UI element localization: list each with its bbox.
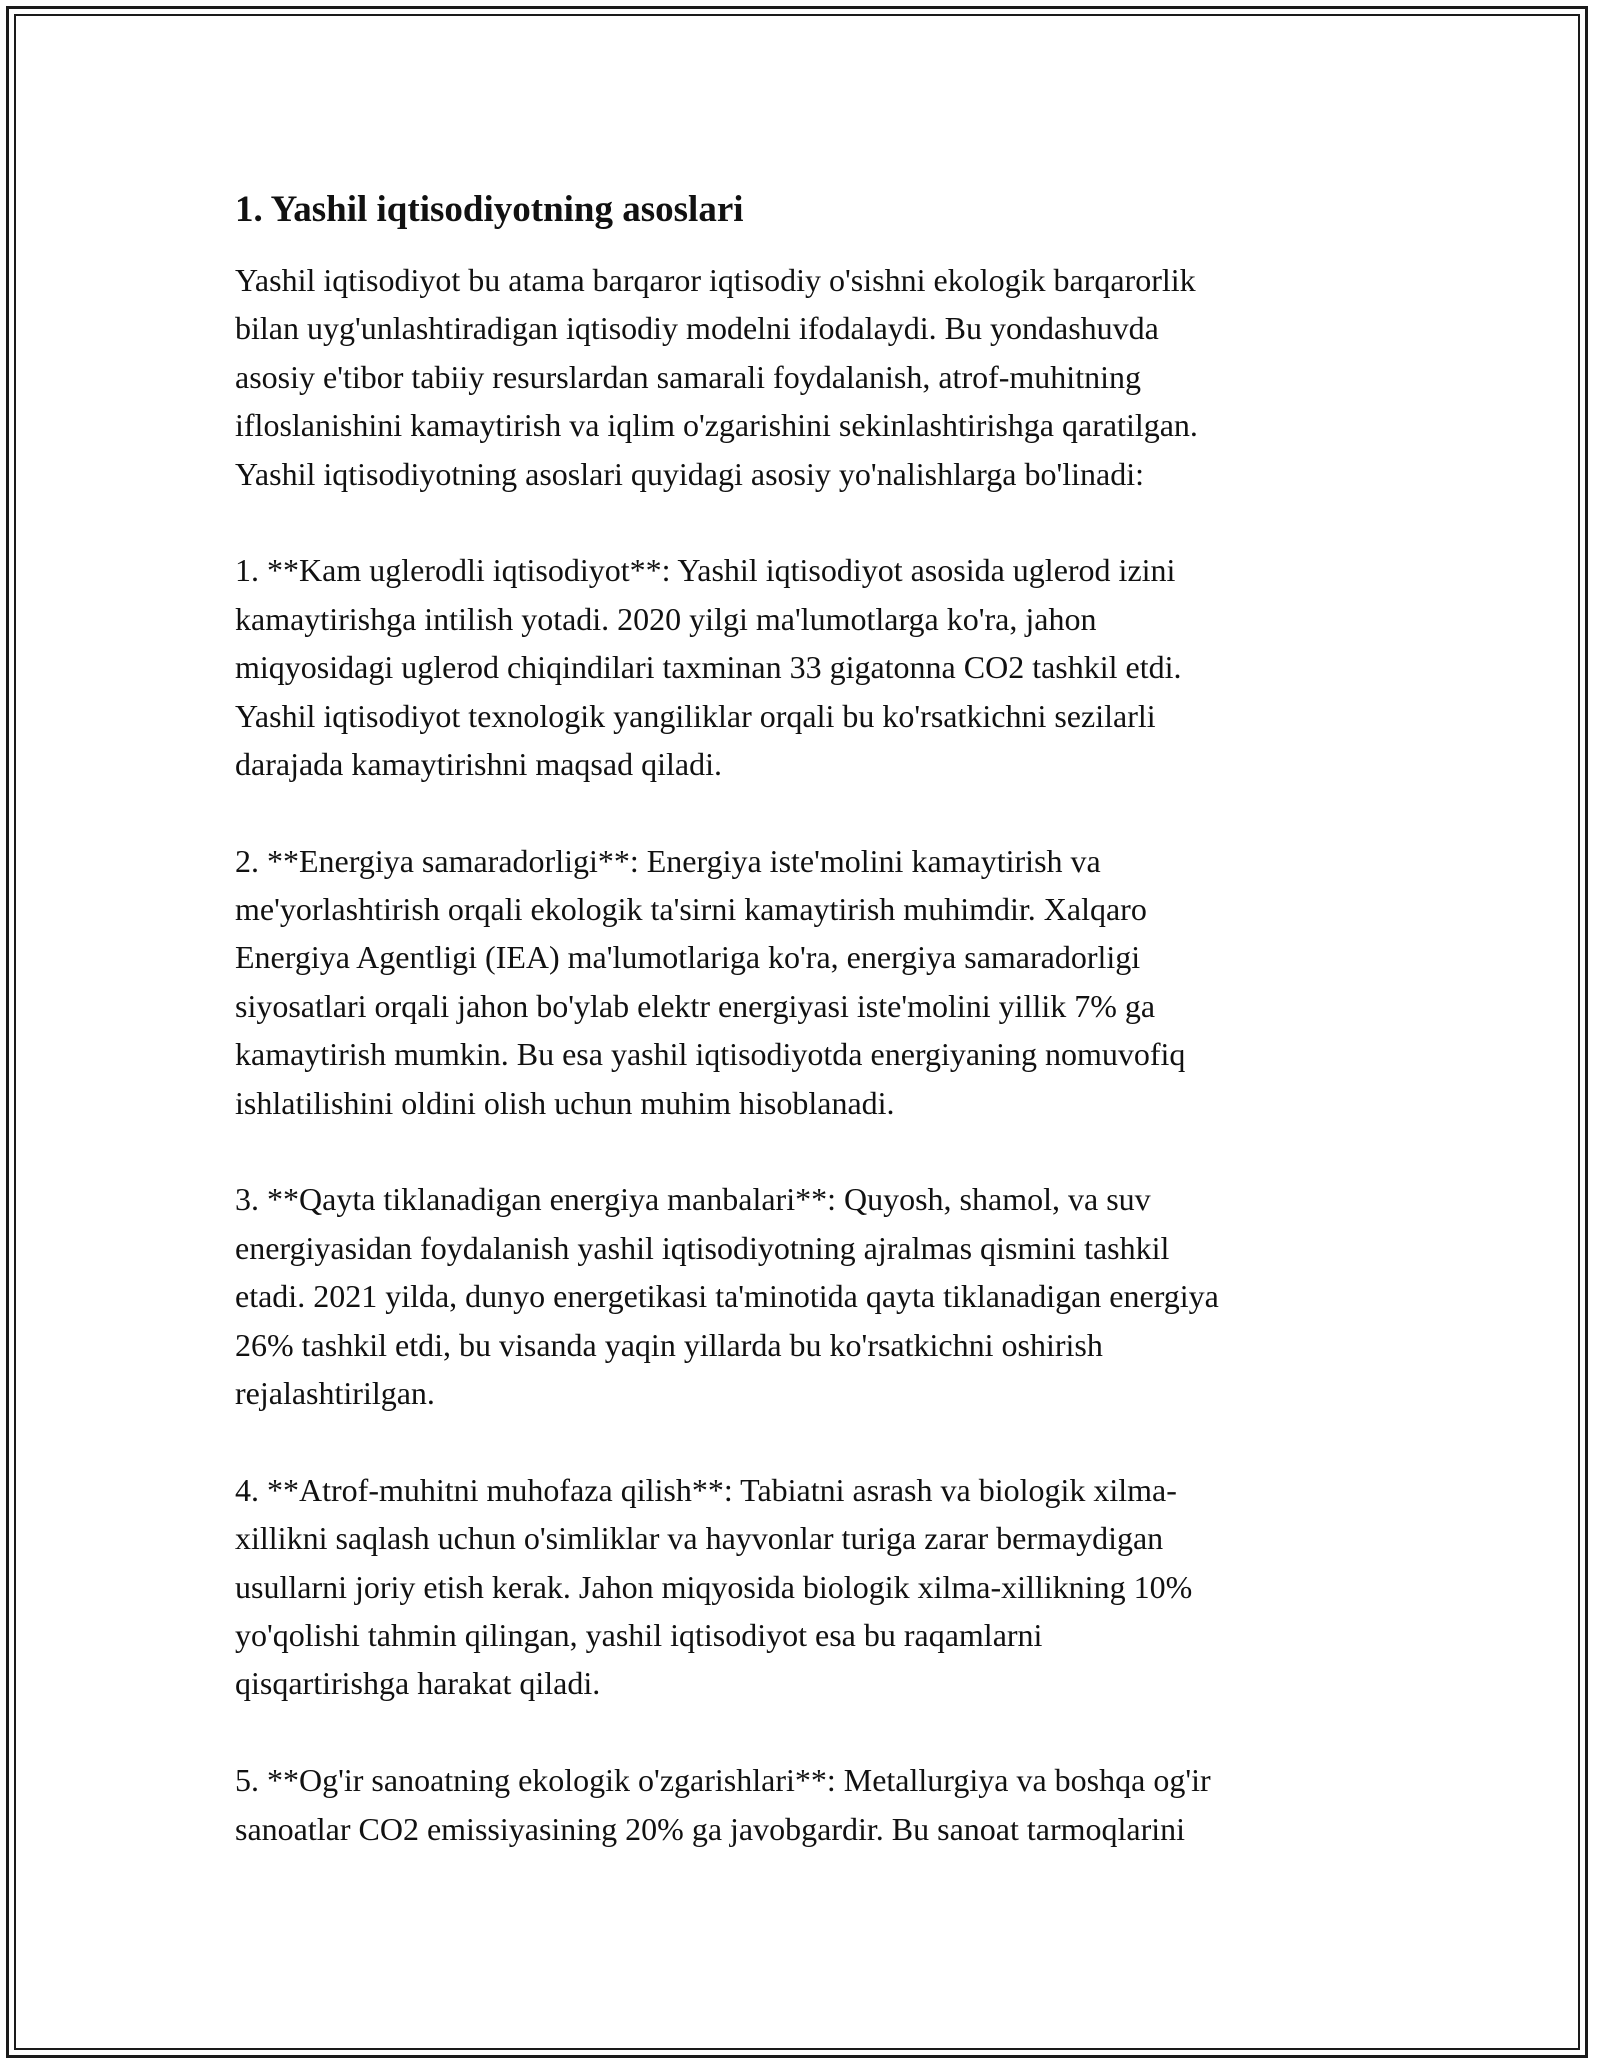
text-line: Yashil iqtisodiyot bu atama barqaror iqtisodiy o'sishni ekologik barqarorlik	[235, 262, 1196, 298]
text-line: xillikni saqlash uchun o'simliklar va hayvonlar turiga zarar bermaydigan	[235, 1520, 1164, 1557]
text-line: miqyosidagi uglerod chiqindilari taxminan 33 gigatonna CO2 tashkil etdi.	[235, 649, 1182, 686]
text-line: 4. **Atrof-muhitni muhofaza qilish**: Tabiatni asrash va biologik xilma-	[235, 1471, 1177, 1508]
list-item-1	[235, 546, 1375, 788]
text-line: 26% tashkil etdi, bu visanda yaqin yillarda bu ko'rsatkichni oshirish	[235, 1326, 1103, 1363]
text-line: energiyasidan foydalanish yashil iqtisodiyotning ajralmas qismini tashkil	[235, 1229, 1170, 1266]
text-line: usullarni joriy etish kerak. Jahon miqyosida biologik xilma-xillikning 10%	[235, 1568, 1193, 1605]
text-line: kamaytirish mumkin. Bu esa yashil iqtisodiyotda energiyaning nomuvofiq	[235, 1036, 1186, 1073]
text-line: sanoatlar CO2 emissiyasining 20% ga javobgardir. Bu sanoat tarmoqlarini	[235, 1810, 1186, 1847]
text-line: siyosatlari orqali jahon bo'ylab elektr energiyasi iste'molini yillik 7% ga	[235, 987, 1156, 1024]
text-line: 1. **Kam uglerodli iqtisodiyot**: Yashil iqtisodiyot asosida uglerod izini	[235, 552, 1176, 589]
text-line: etadi. 2021 yilda, dunyo energetikasi ta'minotida qayta tiklanadigan energiya	[235, 1278, 1219, 1315]
text-line: Yashil iqtisodiyotning asoslari quyidagi asosiy yo'nalishlarga bo'linadi:	[235, 455, 1144, 492]
text-line: asosiy e'tibor tabiiy resurslardan samarali foydalanish, atrof-muhitning	[235, 358, 1141, 395]
text-line: qisqartirishga harakat qiladi.	[235, 1665, 601, 1702]
text-line: darajada kamaytirishni maqsad qiladi.	[235, 745, 722, 782]
text-line: Yashil iqtisodiyot texnologik yangiliklar orqali bu ko'rsatkichni sezilarli	[235, 697, 1156, 734]
list-item-2	[235, 837, 1375, 1127]
text-line: kamaytirishga intilish yotadi. 2020 yilgi ma'lumotlarga ko'ra, jahon	[235, 600, 1097, 637]
list-item-5	[235, 1756, 1375, 1853]
document-body	[235, 186, 1375, 1901]
text-line: 5. **Og'ir sanoatning ekologik o'zgarishlari**: Metallurgiya va boshqa og'ir	[235, 1762, 1211, 1799]
text-line: Energiya Agentligi (IEA) ma'lumotlariga ko'ra, energiya samaradorligi	[235, 939, 1141, 976]
text-line: ishlatilishini oldini olish uchun muhim hisoblanadi.	[235, 1084, 895, 1121]
list-item-4	[235, 1466, 1375, 1708]
section-heading: 1. Yashil iqtisodiyotning asoslari	[235, 189, 744, 230]
text-line: ifloslanishini kamaytirish va iqlim o'zgarishini sekinlashtirishga qaratilgan.	[235, 407, 1198, 444]
text-line: me'yorlashtirish orqali ekologik ta'sirni kamaytirish muhimdir. Xalqaro	[235, 891, 1147, 928]
text-line: 3. **Qayta tiklanadigan energiya manbalari**: Quyosh, shamol, va suv	[235, 1181, 1151, 1218]
list-item-3	[235, 1175, 1375, 1417]
text-line: bilan uyg'unlashtiradigan iqtisodiy modelni ifodalaydi. Bu yondashuvda	[235, 310, 1159, 347]
text-line: yo'qolishi tahmin qilingan, yashil iqtisodiyot esa bu raqamlarni	[235, 1616, 1043, 1653]
text-line: rejalashtirilgan.	[235, 1374, 435, 1411]
intro-paragraph	[235, 256, 1375, 498]
text-line: 2. **Energiya samaradorligi**: Energiya iste'molini kamaytirish va	[235, 842, 1101, 879]
